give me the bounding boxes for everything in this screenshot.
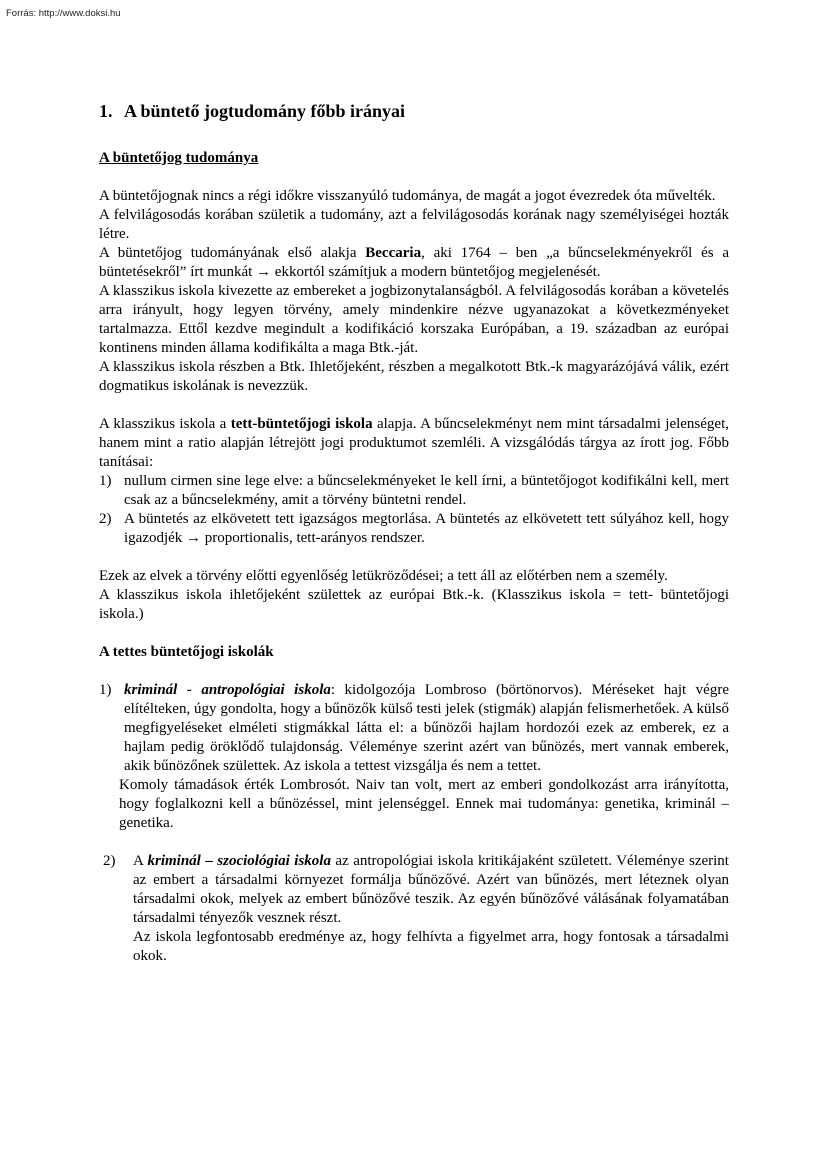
section-heading-science: A büntetőjog tudománya — [99, 150, 259, 166]
list-item: 2) A kriminál – szociológiai iskola az antropológiai iskola kritikájaként született. Véleménye szerint az embert a társadalmi környezet formálja bűnözővé. Azért van bűnözés, mert léteznek olyan társadalmi okok, melyek az embert bűnözővé teszik. Az egyén bűnözővé válásának folyamatában társadalmi tényezők vesznek részt. Az iskola legfontosabb eredménye az, hogy felhívta a figyelmet arra, hogy fontosak a társadalmi okok. — [103, 853, 729, 964]
list-marker: 1) — [99, 473, 112, 489]
bold-term: Beccaria — [365, 245, 422, 261]
source-note: Forrás: http://www.doksi.hu — [6, 8, 121, 19]
paragraph: A klasszikus iskola a tett-büntetőjogi iskola alapja. A bűncselekményt nem mint társadalmi jelenséget, hanem mint a ratio alapján létrejött jogi produktumot szemléli. A vizsgálódás tárgya az írott jog. Főbb tanításai: — [99, 416, 729, 470]
paragraph: A klasszikus iskola részben a Btk. Ihletőjeként, részben a megalkotott Btk.-k magyarázójává válik, ezért dogmatikus iskolának is nevezzük. — [99, 359, 729, 394]
list-marker: 2) — [103, 853, 116, 869]
school-name: kriminál – szociológiai iskola — [147, 853, 331, 869]
list-item: 2) A büntetés az elkövetett tett igazságos megtorlása. A büntetés az elkövetett tett súlyához kell, hogy igazodjék → proportionalis, tett-arányos rendszer. — [99, 511, 729, 546]
bold-term: tett-büntetőjogi iskola — [230, 416, 373, 432]
paragraph: Komoly támadások érték Lombrosót. Naiv tan volt, mert az emberi gondolkozást arra irányította, hogy foglalkozni kell a bűnözéssel, mint jelenséggel. Ennek mai tudománya: genetika, kriminál – genetika. — [119, 777, 729, 831]
paragraph: A klasszikus iskola kivezette az embereket a jogbizonytalanságból. A felvilágosodás korában a követelés arra irányult, hogy legyen törvény, amely mindenkire nézve ugyanazokat a következményeket tartalmazza. Ettől kezdve megindult a kodifikáció korszaka Európában, a 19. században az európai kontinens minden állama kodifikálta a maga Btk.-ját. — [99, 283, 729, 356]
list-marker: 1) — [99, 682, 112, 698]
paragraph: Az iskola legfontosabb eredménye az, hogy felhívta a figyelmet arra, hogy fontosak a társadalmi okok. — [133, 929, 729, 964]
list-item: 1) nullum cirmen sine lege elve: a bűncselekményeket le kell írni, a büntetőjogot kodifikálni kell, mert csak az a bűncselekmény, amit a törvény büntetni rendel. — [99, 473, 729, 508]
list-marker: 2) — [99, 511, 112, 527]
principles-list — [99, 472, 729, 548]
paragraph: A felvilágosodás korában születik a tudomány, azt a felvilágosodás korának nagy személyiségei hozták létre. — [99, 207, 729, 242]
paragraph: Ezek az elvek a törvény előtti egyenlőség letükröződései; a tett áll az előtérben nem a személy. — [99, 568, 668, 584]
paragraph: A büntetőjog tudományának első alakja Beccaria, aki 1764 – ben „a bűncselekményekről és a büntetésekről” írt munkát → ekkortól számítjuk a modern büntetőjog megjelenését. — [99, 245, 729, 280]
document-page — [99, 100, 729, 966]
title-number: 1. — [99, 101, 113, 121]
paragraph: A klasszikus iskola ihletőjeként születtek az európai Btk.-k. (Klasszikus iskola = tett- büntetőjogi iskola.) — [99, 587, 729, 622]
list-item: 1) kriminál - antropológiai iskola: kidolgozója Lombroso (börtönorvos). Méréseket hajt végre elítélteken, úgy gondolta, hogy a bűnözők külső testi jelek (stigmák) alapján felismerhetőek. A külső megfigyeléseket elméleti stigmákkal látta el: a bűnözői hajlam hordozói ezek az emberek, ez a hajlam pedig öröklődő tulajdonság. Véleménye szerint azért van bűnözés, mert vannak emberek, akik bűnözőnek születtek. Az iskola a tettest vizsgálja és nem a tettet. — [99, 682, 729, 774]
paragraph: A büntetőjognak nincs a régi időkre visszanyúló tudománya, de magát a jogot évezredek óta művelték. — [99, 188, 716, 204]
section-heading-schools: A tettes büntetőjogi iskolák — [99, 644, 274, 660]
school-name: kriminál - antropológiai iskola — [124, 682, 331, 698]
page-title — [99, 100, 729, 122]
title-text: A büntető jogtudomány főbb irányai — [124, 101, 406, 121]
